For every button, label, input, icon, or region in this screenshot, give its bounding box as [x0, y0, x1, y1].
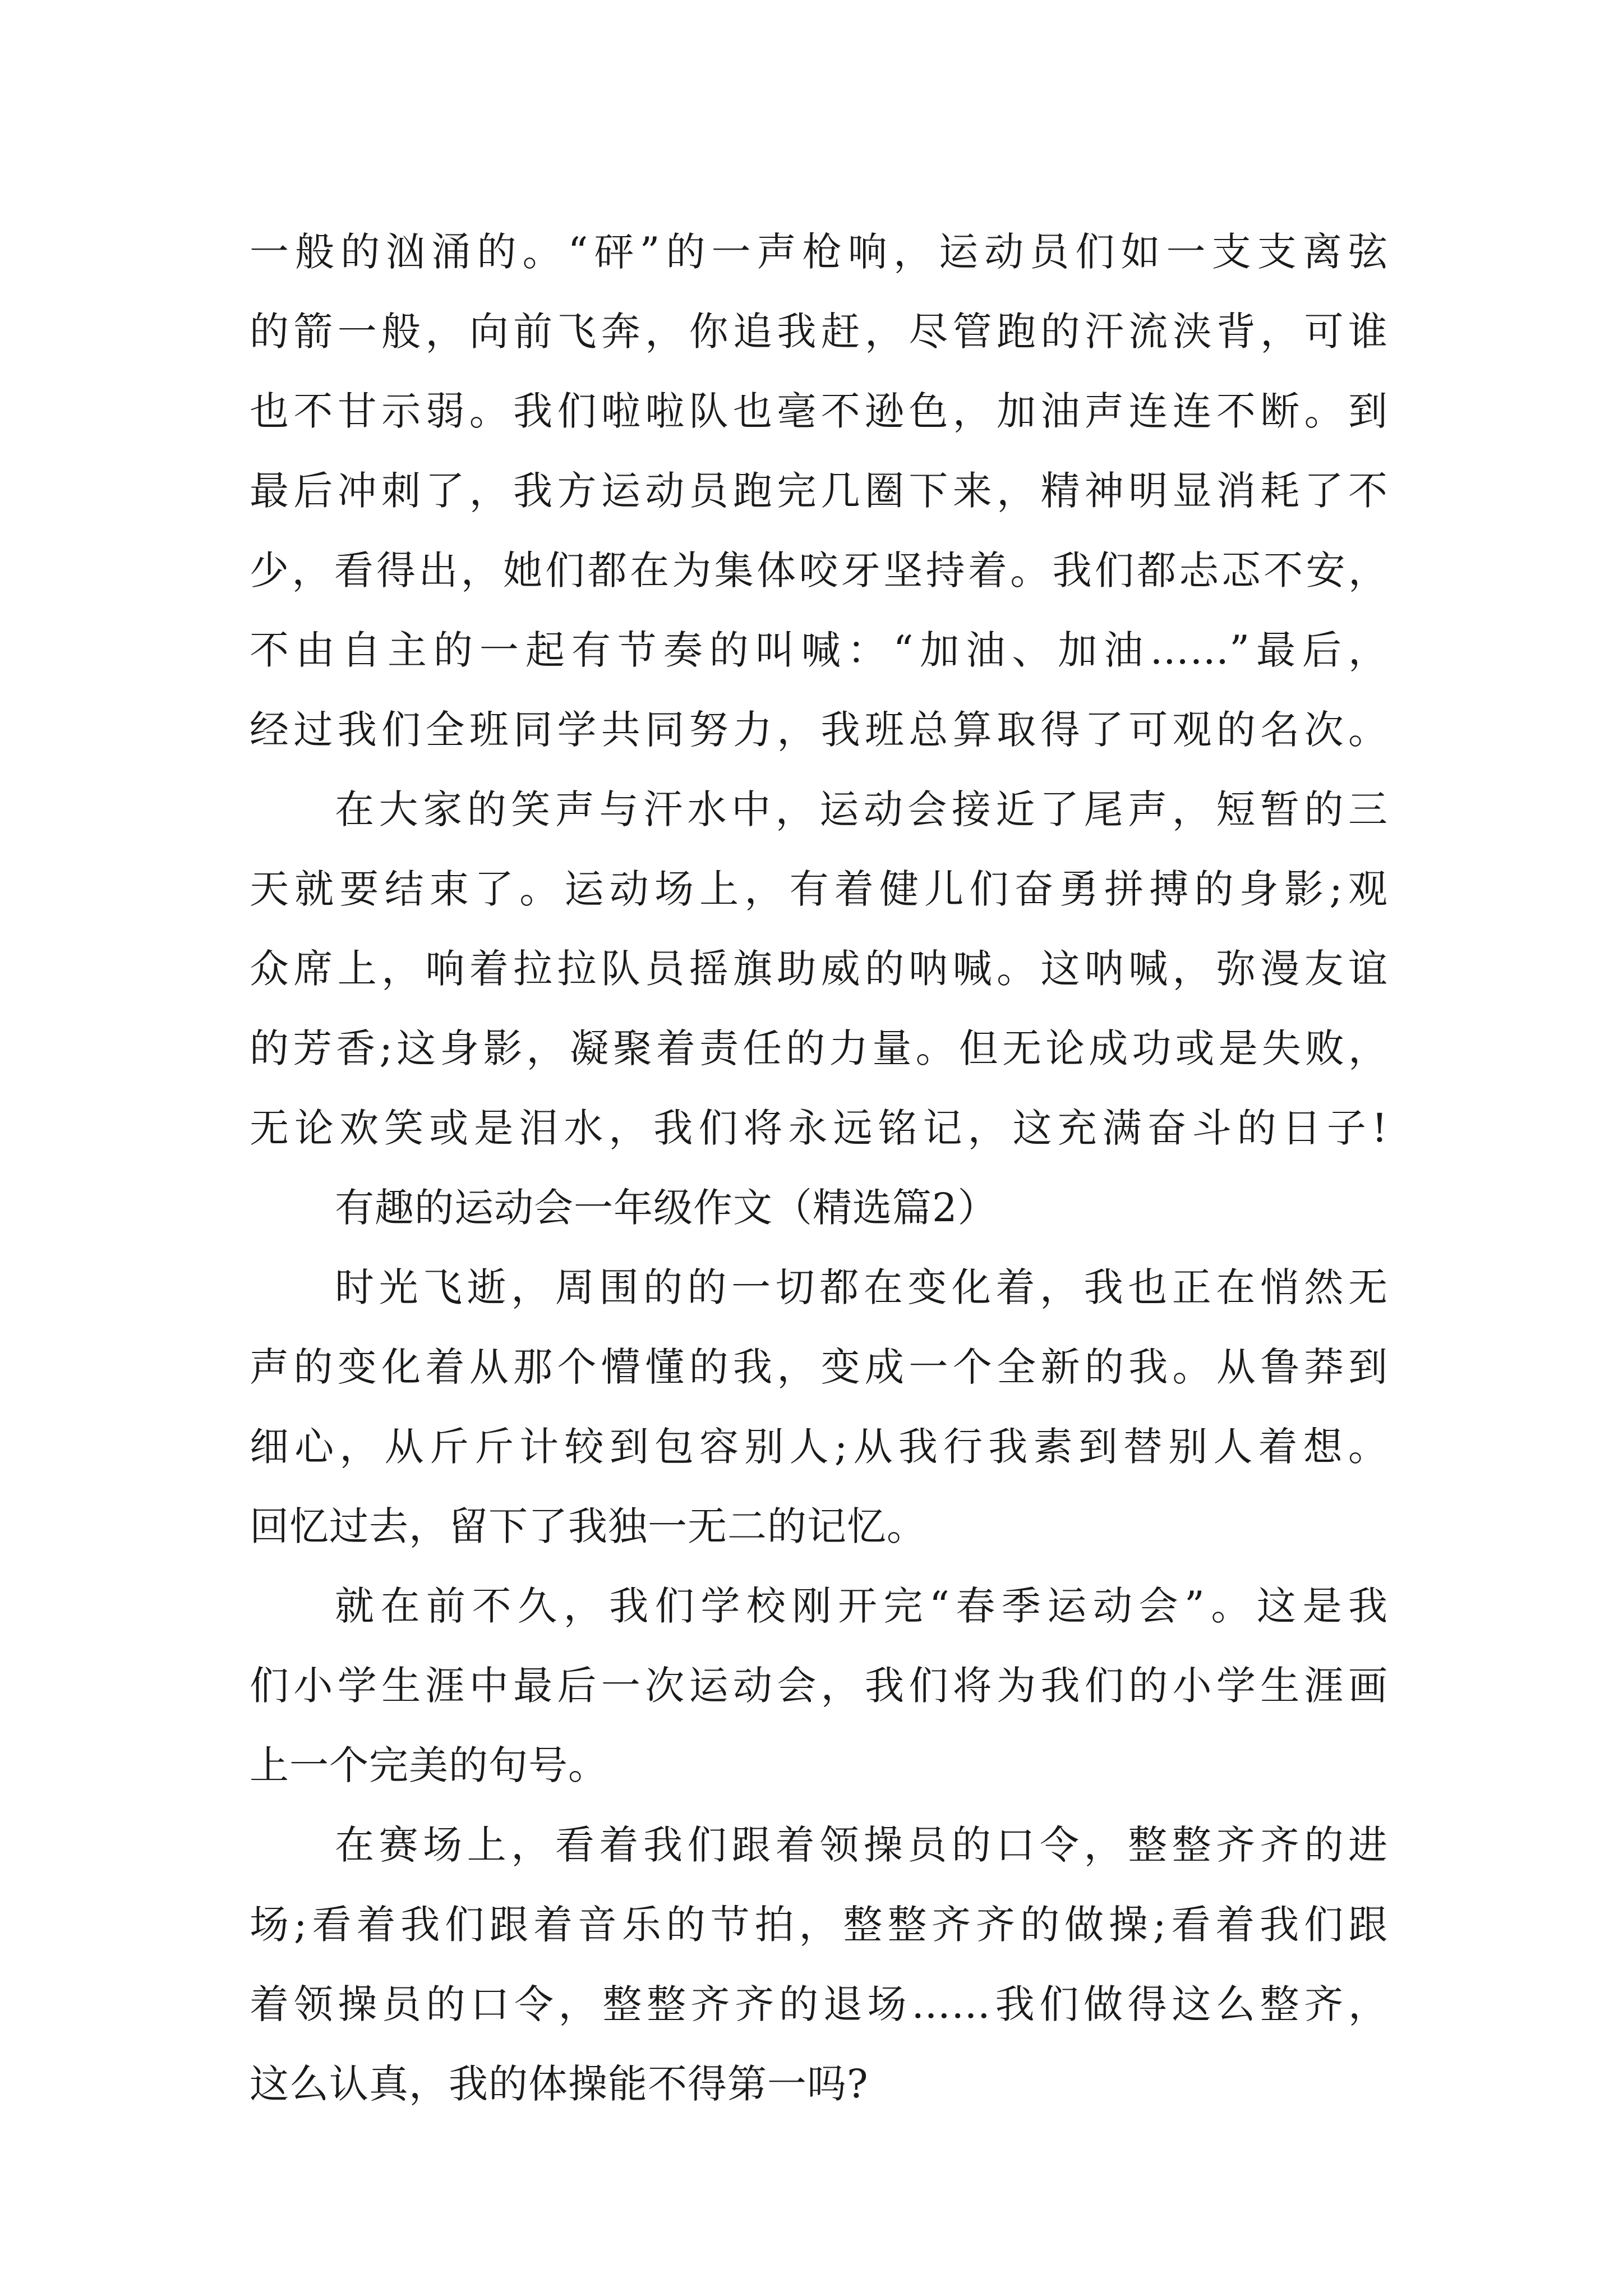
section-heading: 有趣的运动会一年级作文（精选篇2）: [335, 1185, 998, 1231]
text-line: 回忆过去，留下了我独一无二的记忆。: [250, 1503, 926, 1549]
text-line: 在大家的笑声与汗水中，运动会接近了尾声，短暂的三: [335, 786, 1388, 832]
text-line: 着领操员的口令，整整齐齐的退场……我们做得这么整齐，: [250, 1981, 1388, 2027]
text-line: 不由自主的一起有节奏的叫喊：“加油、加油……”最后，: [250, 627, 1388, 673]
text-line: 上一个完美的句号。: [250, 1742, 608, 1788]
text-line: 最后冲刺了，我方运动员跑完几圈下来，精神明显消耗了不: [250, 468, 1388, 514]
text-line: 少，看得出，她们都在为集体咬牙坚持着。我们都忐忑不安，: [250, 547, 1388, 593]
text-line: 场;看着我们跟着音乐的节拍，整整齐齐的做操;看着我们跟: [250, 1902, 1388, 1948]
text-line: 的箭一般，向前飞奔，你追我赶，尽管跑的汗流浃背，可谁: [250, 309, 1388, 355]
text-line: 时光飞逝，周围的的一切都在变化着，我也正在悄然无: [335, 1264, 1388, 1310]
text-line: 这么认真，我的体操能不得第一吗?: [250, 2061, 869, 2107]
text-line: 一般的汹涌的。“砰”的一声枪响，运动员们如一支支离弦: [250, 229, 1388, 275]
text-line: 声的变化着从那个懵懂的我，变成一个全新的我。从鲁莽到: [250, 1344, 1388, 1390]
text-line: 细心，从斤斤计较到包容别人;从我行我素到替别人着想。: [250, 1424, 1388, 1470]
text-line: 众席上，响着拉拉队员摇旗助威的呐喊。这呐喊，弥漫友谊: [250, 946, 1388, 992]
text-line: 经过我们全班同学共同努力，我班总算取得了可观的名次。: [250, 707, 1388, 753]
text-line: 在赛场上，看着我们跟着领操员的口令，整整齐齐的进: [335, 1822, 1388, 1868]
text-line: 也不甘示弱。我们啦啦队也毫不逊色，加油声连连不断。到: [250, 388, 1388, 434]
text-line: 就在前不久，我们学校刚开完“春季运动会”。这是我: [335, 1583, 1388, 1629]
document-page: [250, 212, 1388, 2124]
text-line: 们小学生涯中最后一次运动会，我们将为我们的小学生涯画: [250, 1663, 1388, 1709]
text-line: 无论欢笑或是泪水，我们将永远铭记，这充满奋斗的日子!: [250, 1105, 1388, 1151]
text-line: 天就要结束了。运动场上，有着健儿们奋勇拼搏的身影;观: [250, 866, 1388, 912]
text-line: 的芳香;这身影，凝聚着责任的力量。但无论成功或是失败，: [250, 1025, 1388, 1071]
